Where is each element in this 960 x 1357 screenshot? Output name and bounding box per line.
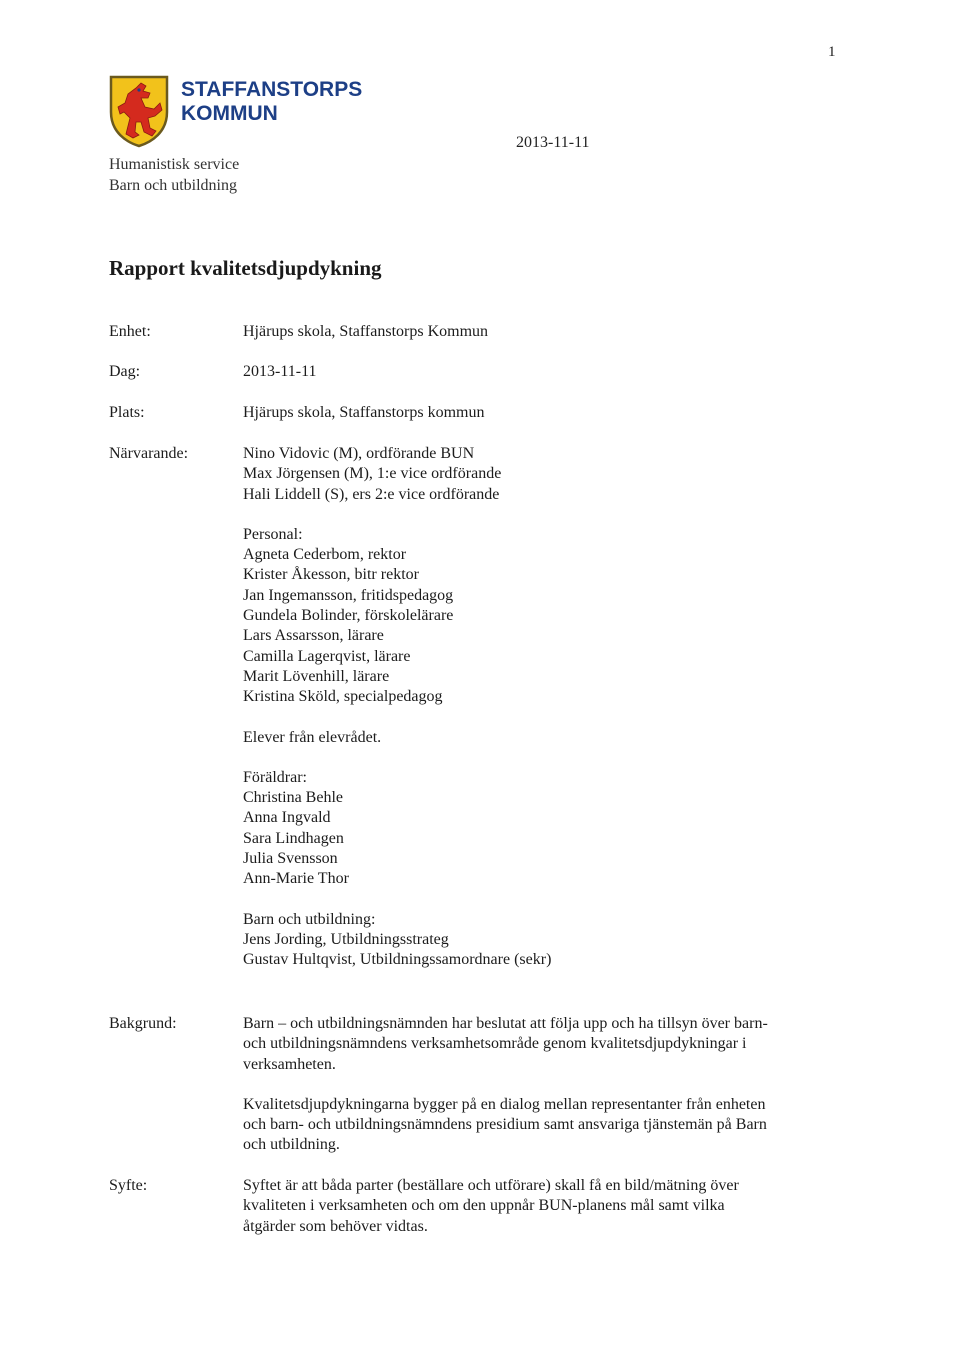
personal-heading: Personal: [243, 525, 303, 543]
attendee-staff: Krister Åkesson, bitr rektor [243, 566, 419, 584]
plats-label: Plats: [109, 404, 145, 421]
attendee-politician: Nino Vidovic (M), ordförande BUN [243, 445, 475, 462]
attendee-staff: Lars Assarsson, lärare [243, 627, 384, 645]
attendee-staff: Kristina Sköld, specialpedagog [243, 688, 443, 706]
bakgrund-paragraph2-line: Kvalitetsdjupdykningarna bygger på en dialog mellan representanter från enheten [243, 1095, 766, 1113]
bakgrund-text [243, 1014, 833, 1156]
plats-value: Hjärups skola, Staffanstorps kommun [243, 404, 485, 421]
attendee-politician: Hali Liddell (S), ers 2:e vice ordförande [243, 485, 500, 503]
attendee-official: Gustav Hultqvist, Utbildningssamordnare (sekr) [243, 951, 552, 969]
attendee-staff: Jan Ingemansson, fritidspedagog [243, 586, 454, 604]
attendee-list [243, 444, 833, 971]
syfte-line: åtgärder som behöver vidtas. [243, 1217, 428, 1235]
dag-value: 2013-11-11 [243, 363, 317, 380]
bakgrund-paragraph2-line: och barn- och utbildningsnämndens presidium samt ansvariga tjänstemän på Barn [243, 1116, 767, 1134]
attendee-students: Elever från elevrådet. [243, 728, 382, 746]
syfte-text [243, 1176, 833, 1237]
bakgrund-paragraph1-line: och utbildningsnämndens verksamhetsområde genom kvalitetsdjupdykningar i [243, 1035, 747, 1053]
org-name-line1: STAFFANSTORPS [181, 78, 363, 101]
report-title: Rapport kvalitetsdjupdykning [109, 256, 382, 280]
attendee-parent: Julia Svensson [243, 850, 338, 868]
attendee-politician: Max Jörgensen (M), 1:e vice ordförande [243, 465, 502, 483]
attendee-parent: Anna Ingvald [243, 809, 331, 827]
bou-heading: Barn och utbildning: [243, 910, 376, 928]
attendee-parent: Ann-Marie Thor [243, 870, 349, 888]
bakgrund-paragraph1-line: verksamheten. [243, 1055, 336, 1073]
attendee-official: Jens Jording, Utbildningsstrateg [243, 930, 449, 948]
bakgrund-label: Bakgrund: [109, 1015, 177, 1032]
bakgrund-paragraph1-line: Barn – och utbildningsnämnden har beslutat att följa upp och ha tillsyn över barn- [243, 1015, 768, 1032]
document-date: 2013-11-11 [516, 134, 590, 151]
dept-line2: Barn och utbildning [109, 177, 237, 194]
attendee-staff: Camilla Lagerqvist, lärare [243, 647, 411, 665]
narvarande-label: Närvarande: [109, 445, 189, 462]
attendee-staff: Agneta Cederbom, rektor [243, 546, 407, 564]
department [109, 154, 239, 196]
enhet-value: Hjärups skola, Staffanstorps Kommun [243, 323, 489, 340]
page-number: 1 [828, 44, 836, 60]
staffanstorp-coat-of-arms-icon [108, 74, 170, 148]
attendee-staff: Marit Lövenhill, lärare [243, 667, 390, 685]
syfte-line: kvaliteten i verksamheten och om den uppnår BUN-planens mål samt vilka [243, 1197, 725, 1215]
organization-name [181, 78, 362, 126]
attendee-parent: Christina Behle [243, 789, 343, 807]
attendee-staff: Gundela Bolinder, förskolelärare [243, 607, 454, 625]
enhet-label: Enhet: [109, 323, 151, 340]
syfte-line: Syftet är att båda parter (beställare och utförare) skall få en bild/mätning över [243, 1177, 739, 1194]
org-name-line2: KOMMUN [181, 102, 278, 125]
foraldrar-heading: Föräldrar: [243, 768, 307, 786]
bakgrund-paragraph2-line: och utbildning. [243, 1136, 340, 1154]
attendee-parent: Sara Lindhagen [243, 829, 344, 847]
dag-label: Dag: [109, 363, 141, 380]
dept-line1: Humanistisk service [109, 156, 240, 173]
syfte-label: Syfte: [109, 1177, 148, 1194]
